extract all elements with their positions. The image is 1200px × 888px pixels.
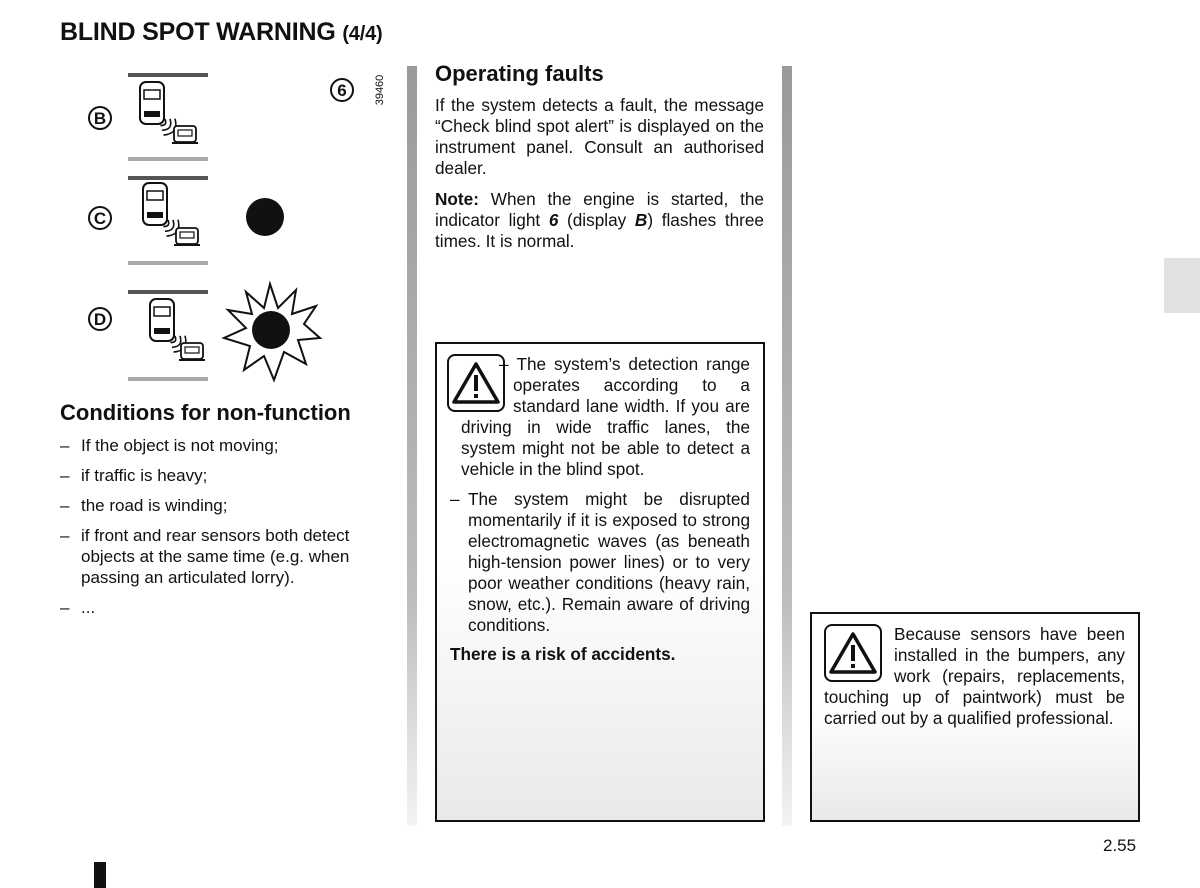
warning-box-bumper <box>810 612 1140 822</box>
note-num: 6 <box>548 210 559 230</box>
list-item: – if front and rear sensors both detect objects at the same time (e.g. when passing an articulated lorry). <box>60 525 390 588</box>
illustration-graphic <box>60 62 400 392</box>
page-number: 2.55 <box>1103 836 1137 855</box>
conditions-list <box>60 435 390 627</box>
column-divider-left <box>407 66 417 826</box>
conditions-heading: Conditions for non-function <box>60 400 351 425</box>
label-d: D <box>88 307 112 331</box>
label-b: B <box>88 106 112 130</box>
note-label: Note: <box>435 189 479 209</box>
note-letter: B <box>634 210 648 230</box>
chapter-tab <box>1164 258 1200 313</box>
note-post: ) flashes three times. It is normal. <box>435 210 764 251</box>
list-item: – If the object is not moving; <box>60 435 390 456</box>
title-main: BLIND SPOT WARNING <box>60 18 336 46</box>
warning-item-2: – The system might be disrupted momentarily if it is exposed to strong electromagnetic waves (as beneath high-tension power lines) or to very poor weather conditions (heavy rain, snow, etc.). Remain aware of driving conditions. <box>450 489 750 635</box>
warning-box-detection <box>435 342 765 822</box>
crop-mark <box>94 862 106 888</box>
figure-number: 39460 <box>374 74 386 106</box>
note-text <box>435 189 764 252</box>
page-title <box>60 18 382 47</box>
callout-6: 6 <box>330 78 354 102</box>
warning-triangle-icon <box>824 624 882 682</box>
warning-item-1-text: The system’s detection range operates according to a standard lane width. If you are driving in wide traffic lanes, the system might not be able to detect a vehicle in the blind spot. <box>461 354 750 479</box>
note-mid: (display <box>558 210 635 230</box>
bumper-warning-text: Because sensors have been installed in the bumpers, any work (repairs, replacements, touching up of paintwork) must be carried out by a qualified professional. <box>824 624 1125 728</box>
risk-text: There is a risk of accidents. <box>450 644 676 664</box>
warning-item-1: – The system’s detection range operates according to a standard lane width. If you are driving in wide traffic lanes, the system might not be able to detect a vehicle in the blind spot. <box>461 354 750 479</box>
list-item: – the road is winding; <box>60 495 390 516</box>
label-c: C <box>88 206 112 230</box>
list-item: – if traffic is heavy; <box>60 465 390 486</box>
operating-faults-text: If the system detects a fault, the message “Check blind spot alert” is displayed on the instrument panel. Consult an authorised dealer. <box>435 95 764 178</box>
title-sub: (4/4) <box>342 23 383 45</box>
column-divider-right <box>782 66 792 826</box>
warning-item-2-text: The system might be disrupted momentarily if it is exposed to strong electromagnetic waves (as beneath high-tension power lines) or to very poor weather conditions (heavy rain, snow, etc.). Remain aware of driving conditions. <box>468 489 750 635</box>
note-pre: When the engine is started, the indicator light <box>435 189 764 230</box>
list-item: – ... <box>60 597 390 618</box>
blind-spot-illustration <box>60 62 400 392</box>
warning-triangle-icon <box>447 354 505 412</box>
operating-faults-heading: Operating faults <box>435 61 604 86</box>
